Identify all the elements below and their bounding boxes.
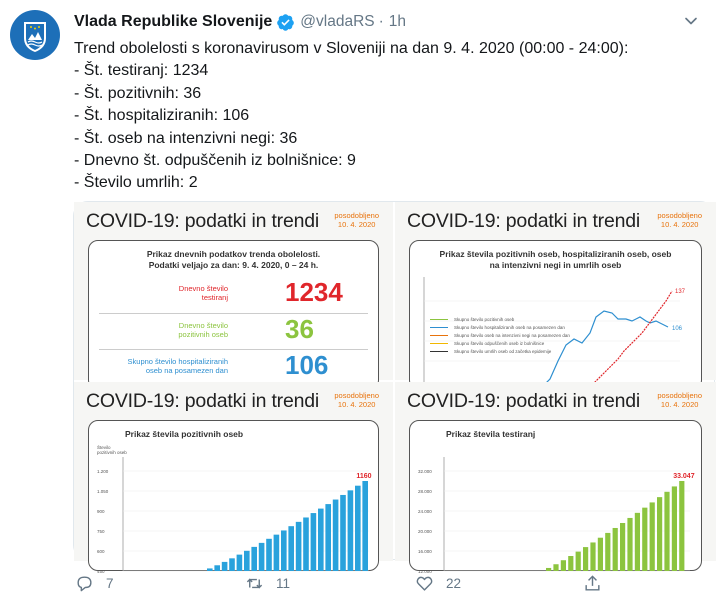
- coat-of-arms-icon: [10, 10, 60, 60]
- bar: [259, 543, 265, 571]
- bar: [598, 538, 603, 571]
- bar: [325, 504, 331, 571]
- updated-date: 10. 4. 2020: [337, 400, 376, 409]
- updated-date: 10. 4. 2020: [660, 400, 699, 409]
- bar: [553, 564, 558, 571]
- legend-item: [430, 349, 551, 354]
- bar: [561, 560, 566, 571]
- bar: [642, 508, 647, 571]
- updated-note: [657, 391, 702, 409]
- bar: [546, 568, 551, 571]
- updated-note: [334, 211, 379, 229]
- retweet-icon: [245, 574, 264, 593]
- bar: [568, 556, 573, 571]
- timestamp[interactable]: 1h: [388, 13, 407, 30]
- bar: [222, 562, 228, 571]
- display-name[interactable]: Vlada Republike Slovenije: [74, 13, 273, 30]
- legend-label: Skupno število odpuščenih oseb iz bolnišnice: [454, 341, 545, 346]
- stat-row-tests: [99, 277, 368, 307]
- updated-label: posodobljeno: [657, 211, 702, 220]
- legend-item: [430, 325, 565, 330]
- tweet-line: Trend obolelosti s koronavirusom v Sloveniji na dan 9. 4. 2020 (00:00 - 24:00):: [74, 40, 629, 57]
- legend-item: [430, 341, 544, 346]
- tests-bar-chart: [410, 421, 703, 574]
- image-tests-chart[interactable]: [395, 382, 716, 574]
- updated-label: posodobljeno: [334, 391, 379, 400]
- card-subtitle: Prikaz števila pozitivnih oseb: [125, 429, 244, 439]
- reply-count: 7: [106, 576, 114, 591]
- bar: [605, 533, 610, 571]
- y-tick-label: 750: [97, 529, 105, 534]
- image-positive-chart[interactable]: [74, 382, 393, 574]
- legend-label: Skupno število hospitaliziranih oseb na posamezen dan: [454, 325, 565, 330]
- subtitle-line: Prikaz števila pozitivnih oseb, hospitaliziranih oseb, oseb: [439, 249, 672, 259]
- tweet-line: - Št. pozitivnih: 36: [74, 84, 202, 102]
- legend-item: [430, 333, 570, 338]
- y-tick-label: 12.000: [418, 569, 432, 574]
- bar: [281, 530, 287, 571]
- tweet-line: - Št. oseb na intenzivni negi: 36: [74, 129, 298, 147]
- bar: [274, 535, 280, 571]
- image-trends-chart[interactable]: [395, 202, 716, 380]
- stat-label-line: pozitivnih oseb: [178, 330, 228, 339]
- updated-note: [657, 211, 702, 229]
- bar: [214, 565, 220, 571]
- stat-label-line: Skupno število hospitaliziranih: [127, 357, 228, 366]
- card-subtitle: Prikaz števila testiranj: [446, 429, 536, 439]
- tweet-header: [74, 11, 703, 33]
- panel-title: COVID-19: podatki in trendi: [86, 210, 320, 232]
- legend-swatch: [430, 343, 448, 345]
- bar: [266, 539, 272, 571]
- panel-title: COVID-19: podatki in trendi: [407, 210, 641, 232]
- stat-label-line: testiranj: [201, 293, 228, 302]
- stat-label-line: Dnevno število: [178, 284, 228, 293]
- panel-title: COVID-19: podatki in trendi: [407, 390, 641, 412]
- avatar[interactable]: [10, 10, 60, 60]
- y-tick-label: 600: [97, 549, 105, 554]
- bar: [362, 481, 368, 571]
- positive-bar-chart: [89, 421, 380, 574]
- stat-label-line: oseb na posamezen dan: [145, 366, 228, 375]
- legend-swatch: [430, 351, 448, 353]
- bar: [318, 509, 324, 571]
- bar: [251, 547, 257, 571]
- updated-label: posodobljeno: [334, 211, 379, 220]
- subtitle-line: Podatki veljajo za dan: 9. 4. 2020, 0 – 24 h.: [148, 260, 319, 270]
- legend-label: Skupno število umrlih oseb od začetka epidemije: [454, 349, 552, 354]
- updated-label: posodobljeno: [657, 391, 702, 400]
- legend-swatch: [430, 335, 448, 337]
- trend-lines-chart: [410, 241, 703, 391]
- y-tick-label: 16.000: [418, 549, 432, 554]
- bar: [657, 497, 662, 571]
- updated-date: 10. 4. 2020: [337, 220, 376, 229]
- tweet-line: - Število umrlih: 2: [74, 174, 198, 192]
- y-tick-label: 24.000: [418, 509, 432, 514]
- bar: [288, 526, 294, 571]
- end-label-deaths: 137: [675, 289, 686, 295]
- bar: [207, 568, 213, 571]
- axis-title: pozitivnih oseb: [97, 450, 127, 455]
- legend-label: Skupno število oseb na intenzivni negi na posamezen dan: [454, 333, 570, 338]
- y-tick-label: 1.050: [97, 489, 109, 494]
- tweet-actions: [73, 574, 673, 596]
- heart-icon: [415, 574, 434, 593]
- y-tick-label: 20.000: [418, 529, 432, 534]
- bar: [296, 522, 302, 571]
- verified-icon: [276, 13, 295, 32]
- card-subtitle: [89, 249, 378, 271]
- bar: [635, 513, 640, 571]
- reply-button[interactable]: [75, 574, 114, 593]
- bar: [590, 542, 595, 571]
- stat-row-hospitalized: [99, 349, 368, 379]
- last-value-label: 33.047: [673, 473, 695, 480]
- like-button[interactable]: [415, 574, 461, 593]
- image-daily-stats[interactable]: [74, 202, 393, 380]
- bar: [355, 486, 361, 571]
- bar: [627, 518, 632, 571]
- stat-row-positive: [99, 313, 368, 343]
- stat-label: [118, 284, 228, 302]
- bar: [311, 513, 317, 571]
- infographic-card: [88, 240, 379, 390]
- updated-date: 10. 4. 2020: [660, 220, 699, 229]
- bar: [679, 481, 684, 571]
- chevron-down-icon[interactable]: [681, 11, 701, 31]
- updated-note: [334, 391, 379, 409]
- legend-item: [430, 317, 514, 322]
- bar: [672, 486, 677, 571]
- share-icon: [583, 574, 602, 593]
- bar: [340, 495, 346, 571]
- bar: [620, 523, 625, 571]
- bar: [333, 500, 339, 571]
- bar: [229, 558, 235, 571]
- tweet-line: - Dnevno št. odpuščenih iz bolnišnice: 9: [74, 152, 356, 170]
- hospitalized-line: [540, 311, 668, 389]
- legend-label: Skupno število pozitivnih oseb: [454, 317, 515, 322]
- bar: [348, 490, 354, 571]
- infographic-card: [409, 420, 702, 574]
- bar: [237, 555, 243, 571]
- stat-value: 36: [285, 314, 314, 344]
- axis-title: Število: [97, 445, 111, 450]
- y-tick-label: 900: [97, 509, 105, 514]
- tweet-line: - Št. testiranj: 1234: [74, 62, 209, 80]
- y-tick-label: 450: [97, 569, 105, 574]
- y-tick-label: 32.000: [418, 469, 432, 474]
- retweet-button[interactable]: [245, 574, 290, 593]
- media-grid: [73, 201, 715, 574]
- subtitle-line: Prikaz dnevnih podatkov trenda obolelosti.: [146, 249, 321, 259]
- separator-dot: ·: [378, 13, 384, 30]
- stat-value: 106: [285, 350, 329, 380]
- y-tick-label: 1.200: [97, 469, 109, 474]
- bar: [244, 551, 250, 571]
- tweet-line: - Št. hospitaliziranih: 106: [74, 107, 250, 125]
- panel-title: COVID-19: podatki in trendi: [86, 390, 320, 412]
- stat-label: [118, 357, 228, 375]
- legend-swatch: [430, 319, 448, 321]
- bar: [303, 517, 309, 571]
- stat-value: 1234: [285, 277, 343, 307]
- last-value-label: 1160: [356, 473, 372, 480]
- bar: [650, 502, 655, 571]
- retweet-count: 11: [276, 576, 291, 591]
- bar: [583, 547, 588, 571]
- share-button[interactable]: [583, 574, 602, 593]
- reply-icon: [75, 574, 94, 593]
- infographic-card: [88, 420, 379, 574]
- bar: [664, 492, 669, 571]
- bar: [576, 552, 581, 571]
- end-label-hospitalized: 106: [672, 326, 683, 332]
- bar: [613, 528, 618, 571]
- infographic-card: [409, 240, 702, 390]
- stat-label-line: Dnevno število: [178, 321, 228, 330]
- user-handle[interactable]: @vladaRS: [300, 13, 375, 30]
- like-count: 22: [446, 576, 462, 591]
- stat-label: [118, 321, 228, 339]
- tweet-text: [74, 38, 704, 195]
- legend-swatch: [430, 327, 448, 329]
- subtitle-line: na intenzivni negi in umrlih oseb: [489, 260, 622, 270]
- y-tick-label: 28.000: [418, 489, 432, 494]
